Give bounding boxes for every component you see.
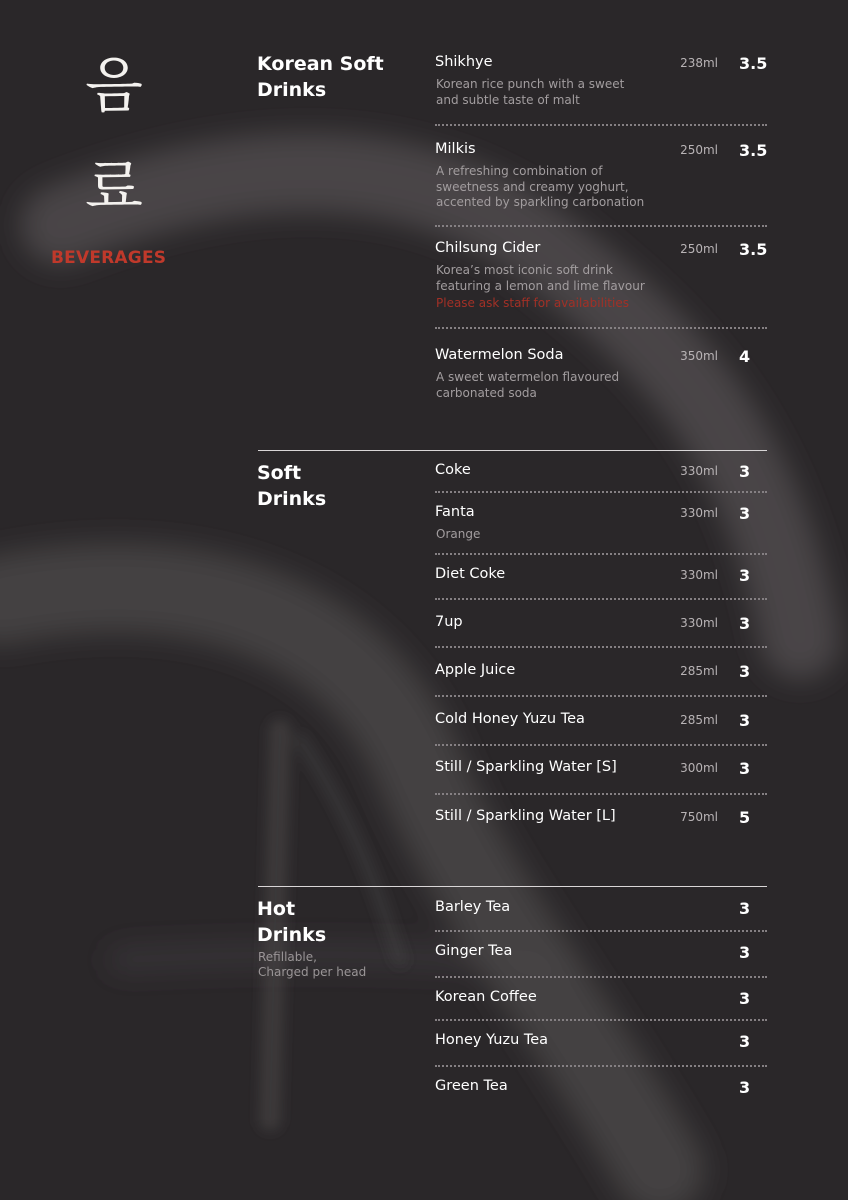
item-volume: 350ml [680,349,718,363]
item-description [436,164,666,211]
item-volume: 330ml [680,506,718,520]
item-name: Cold Honey Yuzu Tea [435,711,585,727]
item-volume: 330ml [680,616,718,630]
item-separator [435,1065,767,1067]
item-separator [435,646,767,648]
item-name: Barley Tea [435,899,511,915]
item-volume: 285ml [680,713,718,727]
item-name: Shikhye [435,54,493,70]
item-description-line: sweetness and creamy yoghurt, [436,179,629,194]
item-name: Fanta [435,504,475,520]
section-title-line: Drinks [257,79,327,101]
item-name: Milkis [435,141,476,157]
item-price: 3 [739,614,751,633]
item-name: Still / Sparkling Water [S] [435,759,617,775]
item-name: Coke [435,462,471,478]
item-volume: 330ml [680,568,718,582]
item-price: 3 [739,566,751,585]
item-price: 4 [739,347,751,366]
section-title-line: Drinks [257,488,327,510]
section-note-line: Refillable, [258,950,317,964]
item-description-line: A refreshing combination of [436,164,603,178]
item-volume: 250ml [680,143,718,157]
item-description-line: A sweet watermelon flavoured [436,370,620,384]
item-description-line: and subtle taste of malt [436,92,580,107]
item-name: Ginger Tea [435,943,513,959]
item-separator [435,124,767,126]
item-description [436,263,666,294]
section-title-korean-soft-drinks [257,51,427,103]
item-description-line: featuring a lemon and lime flavour [436,278,645,293]
item-volume: 238ml [680,56,718,70]
item-separator [435,1019,767,1021]
item-volume: 285ml [680,664,718,678]
section-note [258,950,428,980]
item-name: Chilsung Cider [435,240,541,256]
item-price: 3 [739,989,751,1008]
item-price: 3.5 [739,54,768,73]
beverages-heading: BEVERAGES [51,248,167,268]
item-separator [435,744,767,746]
section-title-line: Drinks [257,924,327,946]
item-separator [435,695,767,697]
item-description-line: carbonated soda [436,385,537,400]
item-separator [435,327,767,329]
item-price: 3 [739,899,751,918]
section-divider [258,450,767,451]
item-price: 3.5 [739,240,768,259]
section-title-line: Hot [257,898,296,920]
item-price: 3 [739,1078,751,1097]
item-price: 3 [739,462,751,481]
hangul-character-top: 음 [85,51,143,121]
section-title-line: Korean Soft [257,53,384,75]
hangul-character-bottom: 료 [85,153,143,223]
item-separator [435,976,767,978]
item-name: Watermelon Soda [435,347,564,363]
section-title-line: Soft [257,462,302,484]
item-price: 5 [739,808,751,827]
item-description-line: Korea’s most iconic soft drink [436,263,613,277]
item-description [436,77,666,108]
item-name: Honey Yuzu Tea [435,1032,549,1048]
item-price: 3 [739,759,751,778]
item-separator [435,491,767,493]
item-separator [435,225,767,227]
item-description-line: Korean rice punch with a sweet [436,77,625,91]
item-price: 3 [739,1032,751,1051]
item-description [436,527,666,543]
item-description [436,370,666,401]
item-separator [435,553,767,555]
item-name: 7up [435,614,463,630]
item-price: 3 [739,943,751,962]
availability-note: Please ask staff for availabilities [436,296,629,310]
item-name: Still / Sparkling Water [L] [435,808,616,824]
item-separator [435,930,767,932]
item-price: 3 [739,662,751,681]
item-volume: 750ml [680,810,718,824]
item-price: 3.5 [739,141,768,160]
item-separator [435,598,767,600]
item-name: Green Tea [435,1078,508,1094]
item-name: Korean Coffee [435,989,537,1005]
item-description-line: Orange [436,527,481,541]
item-name: Diet Coke [435,566,506,582]
section-title-hot-drinks [257,896,427,948]
item-name: Apple Juice [435,662,516,678]
section-divider [258,886,767,887]
section-note-line: Charged per head [258,965,367,979]
item-volume: 250ml [680,242,718,256]
item-separator [435,793,767,795]
item-volume: 300ml [680,761,718,775]
section-title-soft-drinks [257,460,427,512]
item-volume: 330ml [680,464,718,478]
item-price: 3 [739,711,751,730]
item-description-line: accented by sparkling carbonation [436,195,645,209]
item-price: 3 [739,504,751,523]
